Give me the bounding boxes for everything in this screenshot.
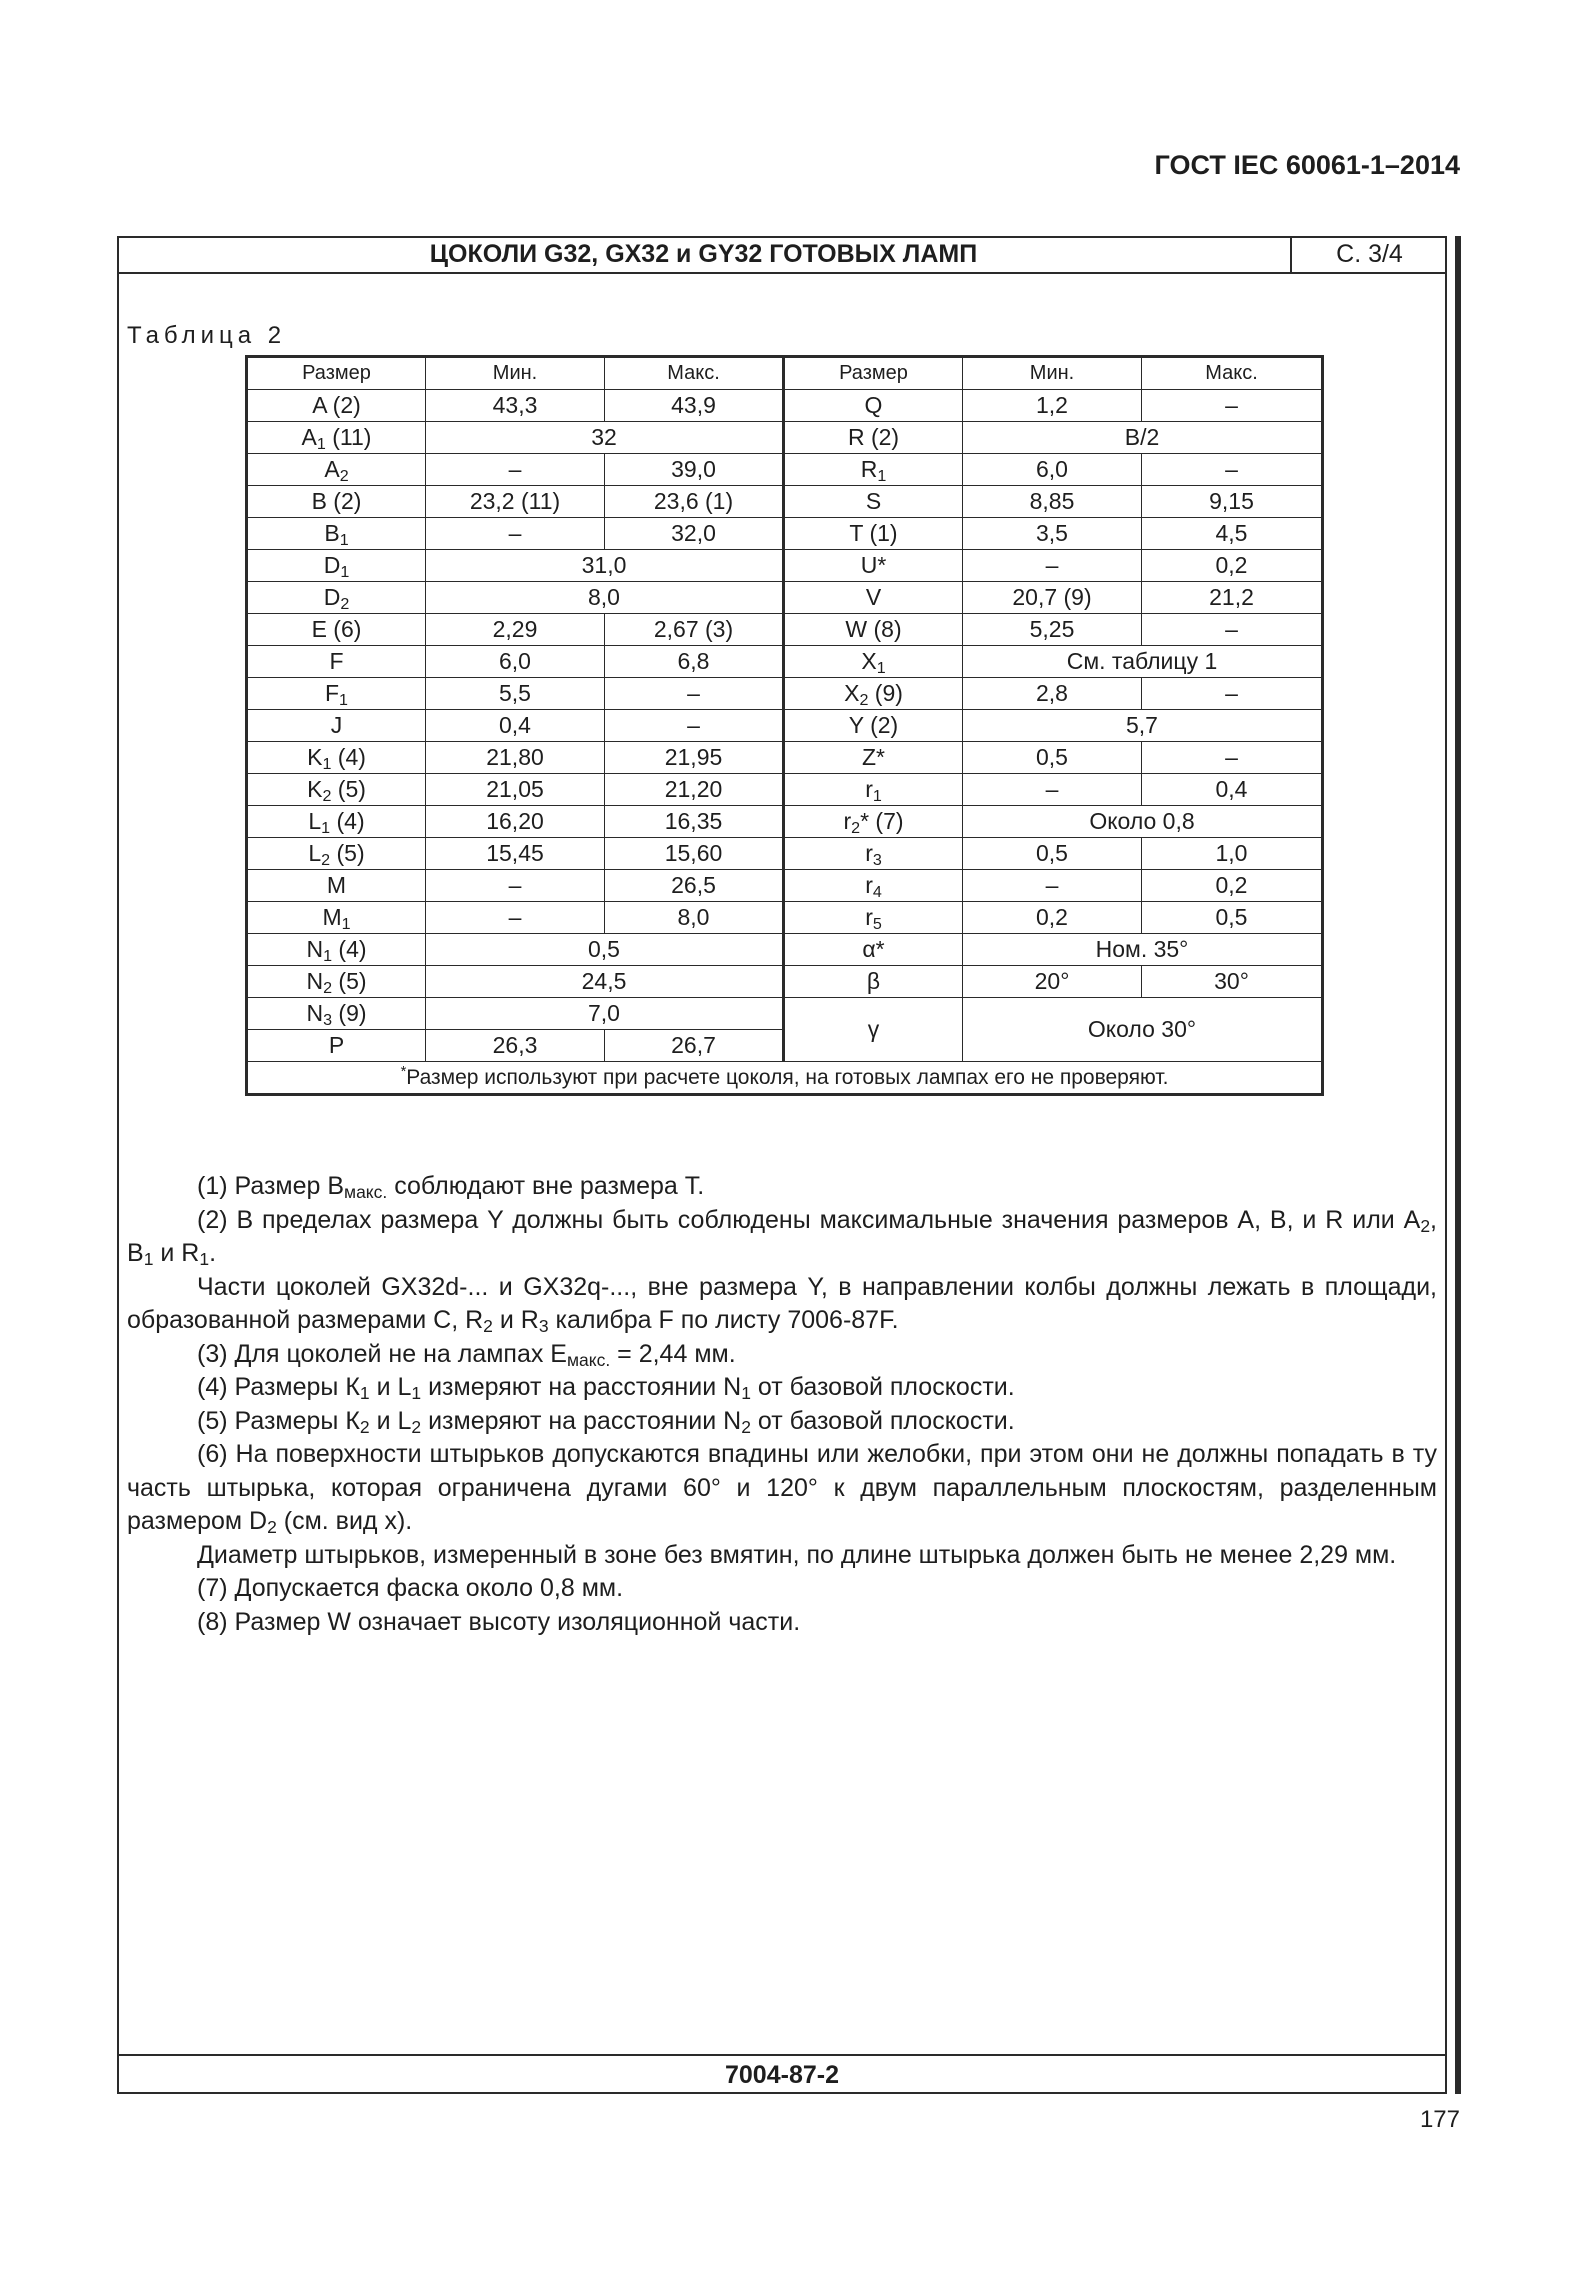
dimension-note-ref: (4) [331, 744, 366, 770]
dimension-subscript: 1 [877, 467, 887, 485]
min-value-cell: 5,5 [426, 678, 605, 710]
dimension-symbol: N [306, 968, 324, 994]
dimension-symbol: E (6) [311, 616, 362, 642]
dimension-subscript: 2 [340, 595, 350, 613]
dimension-symbol: B [324, 520, 340, 546]
min-value-cell: 43,3 [426, 390, 605, 422]
dimension-symbol: K [307, 776, 323, 802]
value-cell: 0,5 [426, 934, 784, 966]
min-value-cell: 0,5 [963, 838, 1142, 870]
note-paragraph [127, 1338, 1437, 1372]
dimension-name-cell [784, 422, 963, 454]
note-text: от базовой плоскости. [750, 1406, 1015, 1435]
table-row [247, 742, 1323, 774]
max-value-cell: 0,4 [1142, 774, 1323, 806]
max-value-cell: 32,0 [605, 518, 784, 550]
note-text: и L [369, 1406, 412, 1435]
dimension-subscript: 1 [341, 915, 351, 933]
dimension-name-cell [247, 838, 426, 870]
note-text: Части цоколей GX32d-... и GX32q-..., вне размера Y, в направлении колбы должны лежать в площади, образованной размерами С, R [127, 1272, 1437, 1334]
dimension-subscript: 1 [339, 531, 349, 549]
table-row [247, 486, 1323, 518]
dimension-subscript: 5 [872, 915, 882, 933]
note-text: . [209, 1239, 217, 1267]
max-value-cell: 1,0 [1142, 838, 1323, 870]
dimension-subscript: 2 [859, 691, 869, 709]
max-value-cell: 0,5 [1142, 902, 1323, 934]
note-subscript: 2 [359, 1416, 370, 1437]
note-paragraph [127, 1170, 1437, 1204]
sheet-code: 7004-87-2 [725, 2061, 839, 2089]
note-text: (7) Допускается фаска около 0,8 мм. [197, 1574, 624, 1602]
table-header-row [247, 357, 1323, 390]
value-cell: 32 [426, 422, 784, 454]
min-value-cell: 5,25 [963, 614, 1142, 646]
dimension-name-cell [784, 838, 963, 870]
min-value-cell: 21,05 [426, 774, 605, 806]
max-value-cell: – [605, 678, 784, 710]
max-value-cell: 9,15 [1142, 486, 1323, 518]
table-row [247, 678, 1323, 710]
note-subscript: 1 [359, 1383, 370, 1403]
dimension-symbol: A [324, 456, 340, 482]
dimension-name-cell [247, 1030, 426, 1062]
min-value-cell: 3,5 [963, 518, 1142, 550]
dimension-note-ref: (5) [330, 840, 365, 866]
min-value-cell: – [426, 870, 605, 902]
column-header: Размер [247, 357, 426, 390]
table-row [247, 518, 1323, 550]
note-subscript: 1 [199, 1249, 210, 1269]
min-value-cell: 26,3 [426, 1030, 605, 1062]
dimension-symbol: R (2) [847, 424, 900, 450]
note-subscript: 2 [1420, 1215, 1431, 1236]
table-row [247, 454, 1323, 486]
min-value-cell: 8,85 [963, 486, 1142, 518]
note-subscript: макс. [566, 1349, 611, 1370]
value-cell: 5,7 [963, 710, 1323, 742]
table-row [247, 998, 1323, 1030]
note-text: (8) Размер W означает высоту изоляционной части. [197, 1607, 801, 1636]
max-value-cell: – [1142, 614, 1323, 646]
min-value-cell: – [963, 870, 1142, 902]
dimension-name-cell [247, 902, 426, 934]
max-value-cell: 15,60 [605, 838, 784, 870]
dimension-note-ref: (4) [330, 808, 365, 834]
dimension-name-cell [247, 710, 426, 742]
value-cell: 31,0 [426, 550, 784, 582]
note-paragraph [127, 1572, 1437, 1606]
sheet-footer-bar [117, 2054, 1447, 2094]
dimension-name-cell [247, 934, 426, 966]
note-paragraph [127, 1271, 1437, 1338]
dimension-symbol: U* [860, 552, 887, 578]
value-cell: 24,5 [426, 966, 784, 998]
column-header: Мин. [963, 357, 1142, 390]
note-subscript: 3 [538, 1316, 549, 1336]
dimension-subscript: 1 [322, 755, 332, 773]
note-text: (2) В пределах размера Y должны быть соблюдены максимальные значения размеров А, В, и R или А [197, 1205, 1421, 1234]
min-value-cell: 21,80 [426, 742, 605, 774]
max-value-cell: – [605, 710, 784, 742]
dimension-symbol: N [306, 936, 324, 962]
max-value-cell: 21,20 [605, 774, 784, 806]
table-row [247, 582, 1323, 614]
note-text: соблюдают вне размера Т. [387, 1172, 705, 1200]
max-value-cell: 26,7 [605, 1030, 784, 1062]
note-text: (4) Размеры К [197, 1373, 360, 1401]
value-cell: 8,0 [426, 582, 784, 614]
dimension-symbol: α* [862, 936, 885, 962]
dimension-name-cell [784, 806, 963, 838]
dimension-name-cell [784, 582, 963, 614]
dimension-note-ref: (5) [332, 968, 367, 994]
dimension-symbol: N [306, 1000, 324, 1026]
dimension-name-cell [784, 774, 963, 806]
dimension-name-cell [247, 614, 426, 646]
dimension-symbol: r [865, 904, 873, 930]
dimension-name-cell [247, 806, 426, 838]
max-value-cell: – [1142, 678, 1323, 710]
dimension-symbol: M [322, 904, 342, 930]
note-text: , В [127, 1205, 1437, 1267]
table-row [247, 966, 1323, 998]
dimension-name-cell [247, 966, 426, 998]
dimension-name-cell [784, 550, 963, 582]
min-value-cell: 6,0 [426, 646, 605, 678]
dimension-subscript: 2 [851, 819, 861, 837]
dimension-symbol: r [865, 776, 873, 802]
table-row [247, 550, 1323, 582]
max-value-cell: 2,67 (3) [605, 614, 784, 646]
dimension-name-cell [784, 902, 963, 934]
note-subscript: 1 [741, 1383, 751, 1403]
max-value-cell: 6,8 [605, 646, 784, 678]
dimension-subscript: 2 [322, 787, 332, 805]
dimension-subscript: 2 [323, 979, 333, 997]
value-cell: Ном. 35° [963, 934, 1323, 966]
min-value-cell: 16,20 [426, 806, 605, 838]
dimension-name-cell [784, 678, 963, 710]
dimension-note-ref: (11) [325, 424, 372, 450]
dimension-subscript: 1 [323, 947, 333, 965]
dimension-symbol: β [866, 968, 881, 994]
dimension-note-ref: (4) [332, 936, 367, 962]
note-text: измеряют на расстоянии N [421, 1373, 742, 1401]
note-subscript: 2 [741, 1416, 751, 1437]
max-value-cell: – [1142, 454, 1323, 486]
table-footnote [247, 1062, 1323, 1095]
max-value-cell: 23,6 (1) [605, 486, 784, 518]
note-text: (см. вид х). [276, 1507, 413, 1535]
value-cell: Около 0,8 [963, 806, 1323, 838]
dimension-name-cell [247, 518, 426, 550]
min-value-cell: – [963, 774, 1142, 806]
table-row [247, 870, 1323, 902]
value-cell: 7,0 [426, 998, 784, 1030]
dimension-symbol: L [308, 840, 322, 866]
max-value-cell: 21,2 [1142, 582, 1323, 614]
min-value-cell: 0,5 [963, 742, 1142, 774]
note-text: = 2,44 мм. [610, 1339, 736, 1368]
dimension-note-ref: (9) [868, 680, 903, 706]
dimension-name-cell [784, 454, 963, 486]
column-header: Мин. [426, 357, 605, 390]
dimension-symbol: B (2) [311, 488, 362, 514]
dimension-name-cell [784, 742, 963, 774]
dimension-name-cell [247, 486, 426, 518]
dimension-symbol: r [865, 872, 873, 898]
dimension-symbol: γ [867, 1016, 880, 1042]
dimension-name-cell [247, 422, 426, 454]
dimension-name-cell [784, 934, 963, 966]
dimension-name-cell [247, 454, 426, 486]
dimension-name-cell [247, 870, 426, 902]
min-value-cell: – [426, 454, 605, 486]
note-subscript: 1 [411, 1383, 422, 1403]
max-value-cell: 0,2 [1142, 550, 1323, 582]
table-row [247, 806, 1323, 838]
value-cell: B/2 [963, 422, 1323, 454]
min-value-cell: 15,45 [426, 838, 605, 870]
min-value-cell: 20° [963, 966, 1142, 998]
max-value-cell: 26,5 [605, 870, 784, 902]
dimension-symbol: Q [864, 392, 883, 418]
dimension-symbol: Z* [862, 744, 885, 770]
table-caption: Таблица 2 [127, 322, 287, 349]
min-value-cell: 2,29 [426, 614, 605, 646]
note-text: и R [153, 1239, 200, 1267]
dimension-note-ref: * (7) [860, 808, 904, 834]
column-header: Макс. [605, 357, 784, 390]
dimension-symbol: r [843, 808, 852, 834]
column-header: Макс. [1142, 357, 1323, 390]
dimension-subscript: 1 [340, 563, 350, 581]
note-text: (6) На поверхности штырьков допускаются впадины или желобки, при этом они не должны попадать в ту часть штырька, которая ограничена дугами 60° и 120° к двум параллельным плоскостям, разделенным размером D [127, 1440, 1437, 1535]
min-value-cell: 6,0 [963, 454, 1142, 486]
dimension-symbol: D [323, 552, 341, 578]
dimension-name-cell [784, 710, 963, 742]
min-value-cell: – [963, 550, 1142, 582]
dimension-subscript: 1 [316, 435, 326, 453]
table-row [247, 614, 1323, 646]
footnote-text: Размер используют при расчете цоколя, на готовых лампах его не проверяют. [406, 1066, 1169, 1089]
table-body [247, 390, 1323, 1062]
note-subscript: 2 [483, 1316, 493, 1336]
dimension-name-cell [784, 486, 963, 518]
dimension-symbol: Y (2) [848, 712, 899, 738]
dimension-symbol: S [865, 488, 882, 514]
note-paragraph [127, 1204, 1437, 1271]
note-subscript: 2 [411, 1416, 422, 1437]
dimension-symbol: X [844, 680, 860, 706]
max-value-cell: 43,9 [605, 390, 784, 422]
dimension-name-cell [247, 678, 426, 710]
dimension-symbol: A (2) [312, 392, 361, 418]
dimension-symbol: K [307, 744, 323, 770]
dimension-symbol: W (8) [845, 616, 902, 642]
sheet-title: ЦОКОЛИ G32, GX32 и GY32 ГОТОВЫХ ЛАМП [429, 240, 978, 268]
note-paragraph [127, 1405, 1437, 1439]
note-text: (1) Размер В [197, 1172, 345, 1200]
min-value-cell: 1,2 [963, 390, 1142, 422]
dimension-symbol: D [323, 584, 341, 610]
dimension-name-cell [784, 870, 963, 902]
max-value-cell: 16,35 [605, 806, 784, 838]
document-code: ГОСТ IEC 60061-1–2014 [1154, 150, 1460, 180]
dimension-symbol: L [308, 808, 322, 834]
dimension-symbol: V [865, 584, 882, 610]
table-row [247, 710, 1323, 742]
note-subscript: макс. [344, 1182, 388, 1202]
note-paragraph [127, 1371, 1437, 1405]
dimension-subscript: 1 [321, 819, 331, 837]
dimension-name-cell [247, 582, 426, 614]
min-value-cell: 0,4 [426, 710, 605, 742]
dimension-subscript: 3 [323, 1011, 333, 1029]
value-cell: Около 30° [963, 998, 1323, 1062]
table-row [247, 646, 1323, 678]
dimension-note-ref: (5) [331, 776, 366, 802]
min-value-cell: 2,8 [963, 678, 1142, 710]
table-row [247, 774, 1323, 806]
dimension-name-cell [247, 998, 426, 1030]
dimension-name-cell [247, 390, 426, 422]
dimension-name-cell [784, 614, 963, 646]
dimension-symbol: A [301, 424, 317, 450]
min-value-cell: – [426, 518, 605, 550]
table-row [247, 934, 1323, 966]
dimension-name-cell [784, 646, 963, 678]
note-text: измеряют на расстоянии N [421, 1406, 742, 1435]
column-header: Размер [784, 357, 963, 390]
page-number: 177 [1419, 2106, 1460, 2133]
dimension-name-cell [247, 646, 426, 678]
max-value-cell: 0,2 [1142, 870, 1323, 902]
table-row [247, 902, 1323, 934]
min-value-cell: 0,2 [963, 902, 1142, 934]
dimension-symbol: r [865, 840, 873, 866]
dimension-name-cell [784, 518, 963, 550]
dimension-subscript: 3 [872, 851, 882, 869]
max-value-cell: 4,5 [1142, 518, 1323, 550]
note-text: от базовой плоскости. [750, 1373, 1015, 1401]
dimension-name-cell [247, 550, 426, 582]
dimension-name-cell [784, 390, 963, 422]
sheet-title-bar [117, 236, 1447, 274]
dimension-subscript: 4 [872, 883, 882, 901]
max-value-cell: – [1142, 742, 1323, 774]
dimension-symbol: M [326, 872, 347, 898]
max-value-cell: 30° [1142, 966, 1323, 998]
min-value-cell: – [426, 902, 605, 934]
note-paragraph [127, 1438, 1437, 1539]
note-text: калибра F по листу 7006-87F. [548, 1306, 899, 1334]
table-row [247, 838, 1323, 870]
dimension-symbol: R [860, 456, 878, 482]
dimension-name-cell [784, 998, 963, 1062]
sheet-page-ref: С. 3/4 [1290, 236, 1447, 272]
table-footnote-row [247, 1062, 1323, 1095]
table-row [247, 390, 1323, 422]
note-subscript: 1 [143, 1249, 154, 1269]
dimension-subscript: 2 [321, 851, 331, 869]
notes-section [127, 1170, 1437, 1639]
dimension-symbol: F [329, 648, 344, 674]
dimension-name-cell [247, 742, 426, 774]
note-text: (3) Для цоколей не на лампах Е [197, 1339, 567, 1368]
min-value-cell: 23,2 (11) [426, 486, 605, 518]
dimension-subscript: 2 [339, 467, 349, 485]
dimension-symbol: P [328, 1032, 345, 1058]
table-row [247, 422, 1323, 454]
dimension-subscript: 1 [872, 787, 882, 805]
dimension-name-cell [247, 774, 426, 806]
note-text: (5) Размеры К [197, 1406, 360, 1435]
dimension-note-ref: (9) [332, 1000, 367, 1026]
dimension-symbol: X [861, 648, 877, 674]
min-value-cell: 20,7 (9) [963, 582, 1142, 614]
note-paragraph [127, 1539, 1437, 1573]
dimension-symbol: F [324, 680, 340, 706]
dimension-symbol: T (1) [849, 520, 898, 546]
footnote-mark: * [400, 1064, 407, 1080]
dimension-symbol: J [330, 712, 343, 738]
note-subscript: 2 [267, 1517, 277, 1537]
dimension-subscript: 1 [339, 691, 348, 709]
note-text: и L [369, 1373, 412, 1401]
note-text: и R [492, 1306, 539, 1334]
value-cell: См. таблицу 1 [963, 646, 1323, 678]
max-value-cell: 8,0 [605, 902, 784, 934]
dimensions-table [245, 355, 1324, 1096]
sheet-frame-edge [1455, 236, 1461, 2094]
dimension-name-cell [784, 966, 963, 998]
dimension-subscript: 1 [876, 659, 886, 677]
note-paragraph [127, 1606, 1437, 1640]
max-value-cell: 21,95 [605, 742, 784, 774]
max-value-cell: – [1142, 390, 1323, 422]
note-text: Диаметр штырьков, измеренный в зоне без вмятин, по длине штырька должен быть не менее 2,29 мм. [197, 1540, 1397, 1569]
max-value-cell: 39,0 [605, 454, 784, 486]
